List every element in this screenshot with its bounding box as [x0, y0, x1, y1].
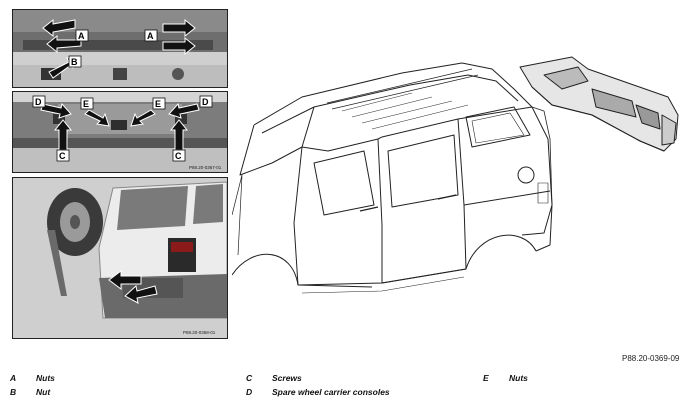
- legend-column-3: [483, 373, 528, 387]
- legend-item-b: [10, 387, 55, 401]
- detail-photo-spare-wheel: [12, 177, 228, 339]
- legend-item-d: [246, 387, 390, 401]
- legend-column-1: [10, 373, 55, 401]
- callout-d-left: D: [35, 97, 42, 107]
- callout-c-right: C: [175, 151, 182, 161]
- legend-key: C: [246, 373, 253, 383]
- detail-photo-underbody: [12, 9, 228, 88]
- rear-frame-photo-drawing: [13, 92, 227, 172]
- legend-key: A: [10, 373, 17, 383]
- rear-bumper-drawing: [520, 57, 678, 151]
- panel3-code: P88.20-0368-01: [183, 330, 216, 335]
- callout-e-left: E: [83, 99, 90, 109]
- callout-a-right: A: [147, 31, 154, 41]
- legend-key: B: [10, 387, 17, 397]
- legend-item-c: [246, 373, 390, 387]
- callout-a-left: A: [78, 31, 85, 41]
- callout-e-right: E: [155, 99, 162, 109]
- legend-item-a: [10, 373, 55, 387]
- legend-text: Nut: [36, 387, 51, 397]
- legend-text: Spare wheel carrier consoles: [272, 387, 390, 397]
- legend-item-e: [483, 373, 528, 387]
- callout-c-left: C: [59, 151, 66, 161]
- legend-key: E: [483, 373, 489, 383]
- underbody-photo-drawing: [13, 10, 227, 87]
- legend-key: D: [246, 387, 253, 397]
- legend-text: Nuts: [36, 373, 55, 383]
- figure-reference-code: P88.20-0369-09: [622, 354, 680, 363]
- callout-d-right: D: [202, 97, 209, 107]
- legend-text: Nuts: [509, 373, 528, 383]
- legend-column-2: [246, 373, 390, 401]
- callout-b: B: [71, 57, 78, 67]
- vehicle-body-line-drawing: [232, 55, 694, 315]
- spare-wheel-photo-drawing: [13, 178, 227, 338]
- detail-photo-rear-frame: [12, 91, 228, 173]
- legend-text: Screws: [272, 373, 302, 383]
- panel2-code: P88.20-0367-01: [189, 165, 222, 170]
